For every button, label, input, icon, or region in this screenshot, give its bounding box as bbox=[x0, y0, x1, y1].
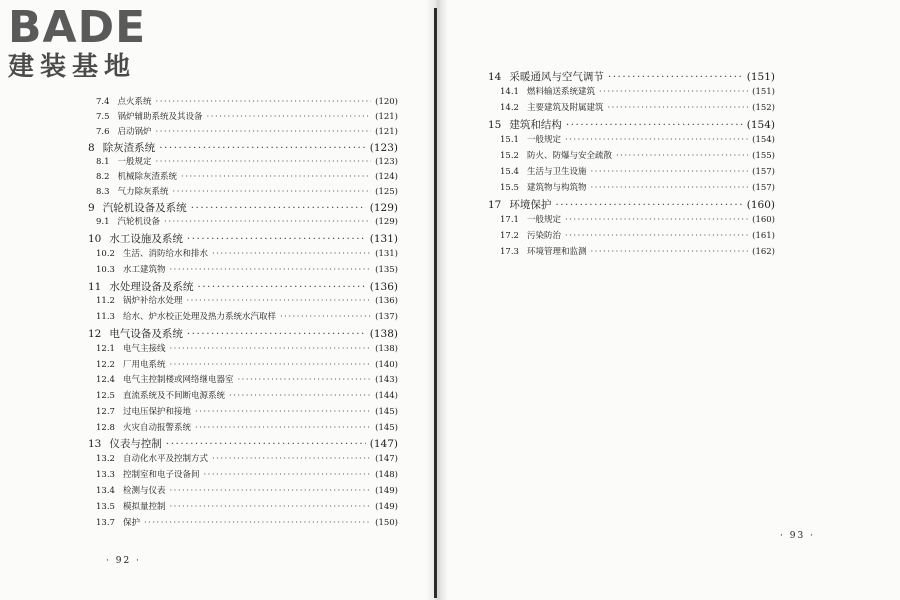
toc-entry-number: 14.2 bbox=[500, 103, 519, 113]
toc-entry-page: (123) bbox=[375, 157, 398, 167]
toc-entry-page: (149) bbox=[375, 486, 398, 496]
toc-leader-dots bbox=[187, 232, 366, 246]
toc-entry-title: 汽轮机设备及系统 bbox=[102, 202, 187, 214]
toc-section-row bbox=[96, 406, 398, 418]
toc-entry-number: 7.5 bbox=[96, 112, 110, 122]
toc-entry-number: 17.2 bbox=[500, 231, 519, 241]
toc-entry-title: 过电压保护和接地 bbox=[122, 407, 191, 417]
toc-section-row bbox=[96, 422, 398, 434]
toc-entry-number: 15 bbox=[488, 119, 502, 131]
toc-entry-number: 17 bbox=[488, 199, 502, 211]
toc-entry-page: (138) bbox=[369, 328, 398, 340]
toc-chapter-row bbox=[88, 327, 398, 341]
toc-entry-title: 采暖通风与空气调节 bbox=[509, 71, 604, 83]
toc-leader-dots bbox=[156, 96, 372, 108]
logo-brand: BADE bbox=[8, 2, 147, 53]
toc-leader-dots bbox=[169, 501, 371, 513]
toc-section-row bbox=[500, 86, 775, 98]
toc-entry-number: 7.6 bbox=[96, 127, 110, 137]
toc-entry-title: 主要建筑及附属建筑 bbox=[526, 103, 604, 113]
toc-entry-page: (121) bbox=[375, 112, 398, 122]
toc-entry-title: 一般规定 bbox=[117, 157, 152, 167]
toc-entry-page: (154) bbox=[752, 135, 775, 145]
toc-entry-number: 10.2 bbox=[96, 249, 115, 259]
toc-entry-number: 10.3 bbox=[96, 265, 115, 275]
toc-entry-page: (148) bbox=[375, 470, 398, 480]
toc-leader-dots bbox=[590, 166, 748, 178]
toc-entry-page: (145) bbox=[375, 407, 398, 417]
toc-entry-title: 电气主控制楼或网络继电器室 bbox=[122, 375, 234, 385]
toc-section-row bbox=[500, 182, 775, 194]
toc-entry-page: (162) bbox=[752, 247, 775, 257]
watermark-logo bbox=[8, 4, 178, 86]
book-gutter-shadow bbox=[426, 0, 448, 600]
toc-chapter-row bbox=[88, 232, 398, 246]
toc-entry-title: 直流系统及不间断电源系统 bbox=[122, 391, 225, 401]
toc-entry-number: 10 bbox=[88, 233, 102, 245]
toc-entry-title: 电气主接线 bbox=[122, 344, 166, 354]
toc-entry-number: 13.5 bbox=[96, 502, 115, 512]
toc-entry-title: 生活、消防给水和排水 bbox=[122, 249, 208, 259]
toc-entry-number: 15.5 bbox=[500, 183, 519, 193]
toc-entry-number: 7.4 bbox=[96, 97, 110, 107]
toc-section-row bbox=[500, 230, 775, 242]
toc-entry-title: 仪表与控制 bbox=[109, 438, 162, 450]
toc-leader-dots bbox=[156, 156, 372, 168]
toc-entry-number: 14.1 bbox=[500, 87, 519, 97]
toc-section-row bbox=[96, 374, 398, 386]
toc-entry-number: 8.3 bbox=[96, 187, 110, 197]
toc-section-row bbox=[500, 150, 775, 162]
toc-entry-number: 8 bbox=[88, 142, 95, 154]
toc-entry-page: (160) bbox=[746, 199, 775, 211]
toc-entry-title: 汽轮机设备 bbox=[117, 217, 161, 227]
toc-entry-page: (123) bbox=[369, 142, 398, 154]
toc-section-row bbox=[500, 166, 775, 178]
toc-entry-page: (131) bbox=[375, 249, 398, 259]
toc-chapter-row bbox=[88, 201, 398, 215]
toc-entry-page: (157) bbox=[752, 183, 775, 193]
toc-section-row bbox=[96, 469, 398, 481]
toc-entry-number: 13.2 bbox=[96, 454, 115, 464]
toc-entry-number: 8.2 bbox=[96, 172, 110, 182]
toc-entry-page: (144) bbox=[375, 391, 398, 401]
toc-entry-title: 防火、防爆与安全疏散 bbox=[526, 151, 612, 161]
toc-entry-number: 13.4 bbox=[96, 486, 115, 496]
toc-section-row bbox=[96, 311, 398, 323]
toc-leader-dots bbox=[590, 182, 748, 194]
toc-entry-page: (121) bbox=[375, 127, 398, 137]
toc-entry-page: (161) bbox=[752, 231, 775, 241]
toc-entry-page: (131) bbox=[369, 233, 398, 245]
toc-leader-dots bbox=[607, 102, 748, 114]
toc-entry-number: 14 bbox=[488, 71, 502, 83]
toc-leader-dots bbox=[164, 216, 371, 228]
toc-entry-page: (138) bbox=[375, 344, 398, 354]
toc-leader-dots bbox=[156, 126, 372, 138]
toc-entry-title: 模拟量控制 bbox=[122, 502, 166, 512]
toc-leader-dots bbox=[159, 141, 366, 155]
toc-entry-title: 火灾自动报警系统 bbox=[122, 423, 191, 433]
toc-section-row bbox=[96, 248, 398, 260]
toc-leader-dots bbox=[212, 453, 371, 465]
toc-section-row bbox=[96, 171, 398, 183]
toc-leader-dots bbox=[169, 485, 371, 497]
toc-entry-title: 保护 bbox=[122, 518, 140, 528]
toc-entry-page: (151) bbox=[752, 87, 775, 97]
toc-section-row bbox=[96, 359, 398, 371]
toc-entry-number: 13.3 bbox=[96, 470, 115, 480]
toc-entry-title: 建筑物与构筑物 bbox=[526, 183, 587, 193]
toc-entry-number: 9.1 bbox=[96, 217, 110, 227]
toc-entry-title: 燃料输送系统建筑 bbox=[526, 87, 595, 97]
toc-entry-page: (157) bbox=[752, 167, 775, 177]
toc-entry-title: 水工建筑物 bbox=[122, 265, 166, 275]
toc-entry-page: (136) bbox=[375, 296, 398, 306]
toc-entry-number: 17.1 bbox=[500, 215, 519, 225]
toc-entry-number: 13.7 bbox=[96, 518, 115, 528]
toc-leader-dots bbox=[144, 517, 371, 529]
toc-entry-number: 12.7 bbox=[96, 407, 115, 417]
toc-entry-page: (140) bbox=[375, 360, 398, 370]
toc-section-row bbox=[96, 186, 398, 198]
left-page-number: · 92 · bbox=[106, 556, 141, 566]
toc-section-row bbox=[96, 264, 398, 276]
toc-leader-dots bbox=[169, 264, 371, 276]
toc-entry-page: (124) bbox=[375, 172, 398, 182]
toc-entry-title: 气力除灰系统 bbox=[117, 187, 169, 197]
toc-section-row bbox=[96, 111, 398, 123]
toc-entry-title: 水工设施及系统 bbox=[109, 233, 183, 245]
toc-entry-page: (149) bbox=[375, 502, 398, 512]
toc-entry-title: 检测与仪表 bbox=[122, 486, 166, 496]
toc-leader-dots bbox=[229, 390, 371, 402]
toc-entry-page: (120) bbox=[375, 97, 398, 107]
toc-leader-dots bbox=[608, 70, 743, 84]
toc-leader-dots bbox=[195, 422, 371, 434]
toc-entry-number: 13 bbox=[88, 438, 102, 450]
toc-entry-title: 启动锅炉 bbox=[117, 127, 152, 137]
toc-leader-dots bbox=[186, 295, 371, 307]
toc-entry-number: 11.3 bbox=[96, 312, 115, 322]
toc-entry-number: 12.5 bbox=[96, 391, 115, 401]
toc-entry-title: 水处理设备及系统 bbox=[109, 281, 194, 293]
toc-leader-dots bbox=[169, 359, 371, 371]
toc-entry-page: (137) bbox=[375, 312, 398, 322]
toc-section-row bbox=[96, 453, 398, 465]
toc-chapter-row bbox=[88, 437, 398, 451]
toc-leader-dots bbox=[565, 214, 748, 226]
toc-section-row bbox=[96, 485, 398, 497]
toc-entry-page: (135) bbox=[375, 265, 398, 275]
toc-entry-number: 15.1 bbox=[500, 135, 519, 145]
toc-section-row bbox=[500, 102, 775, 114]
toc-leader-dots bbox=[599, 86, 748, 98]
toc-entry-title: 电气设备及系统 bbox=[109, 328, 183, 340]
toc-chapter-row bbox=[488, 70, 775, 84]
toc-entry-title: 环境保护 bbox=[509, 199, 552, 211]
toc-entry-title: 机械除灰渣系统 bbox=[117, 172, 178, 182]
toc-entry-page: (151) bbox=[746, 71, 775, 83]
toc-entry-title: 控制室和电子设备间 bbox=[122, 470, 200, 480]
toc-entry-page: (125) bbox=[375, 187, 398, 197]
toc-section-row bbox=[500, 134, 775, 146]
toc-section-row bbox=[96, 295, 398, 307]
toc-entry-number: 8.1 bbox=[96, 157, 110, 167]
toc-entry-title: 锅炉补给水处理 bbox=[122, 296, 183, 306]
toc-entry-number: 11 bbox=[88, 281, 102, 293]
toc-entry-title: 点火系统 bbox=[117, 97, 152, 107]
book-spine bbox=[434, 8, 437, 598]
toc-section-row bbox=[96, 343, 398, 355]
toc-entry-page: (152) bbox=[752, 103, 775, 113]
toc-entry-title: 一般规定 bbox=[526, 215, 561, 225]
toc-chapter-row bbox=[88, 280, 398, 294]
toc-leader-dots bbox=[566, 118, 743, 132]
toc-entry-number: 12 bbox=[88, 328, 102, 340]
toc-entry-page: (143) bbox=[375, 375, 398, 385]
toc-section-row bbox=[96, 216, 398, 228]
toc-entry-page: (155) bbox=[752, 151, 775, 161]
toc-leader-dots bbox=[237, 374, 371, 386]
toc-entry-number: 9 bbox=[88, 202, 95, 214]
toc-leader-dots bbox=[203, 469, 371, 481]
toc-leader-dots bbox=[280, 311, 371, 323]
toc-entry-page: (160) bbox=[752, 215, 775, 225]
toc-section-row bbox=[500, 246, 775, 258]
toc-entry-page: (150) bbox=[375, 518, 398, 528]
toc-leader-dots bbox=[565, 230, 748, 242]
toc-leader-dots bbox=[197, 280, 365, 294]
toc-entry-title: 污染防治 bbox=[526, 231, 561, 241]
toc-entry-title: 一般规定 bbox=[526, 135, 561, 145]
toc-entry-page: (145) bbox=[375, 423, 398, 433]
toc-entry-title: 除灰渣系统 bbox=[102, 142, 156, 154]
toc-entry-page: (136) bbox=[369, 281, 398, 293]
toc-entry-number: 12.2 bbox=[96, 360, 115, 370]
toc-entry-number: 12.8 bbox=[96, 423, 115, 433]
toc-entry-number: 15.2 bbox=[500, 151, 519, 161]
toc-entry-number: 15.4 bbox=[500, 167, 519, 177]
toc-leader-dots bbox=[169, 343, 371, 355]
logo-subtitle: 建装基地 bbox=[8, 52, 137, 82]
toc-entry-page: (147) bbox=[369, 438, 398, 450]
toc-entry-title: 生活与卫生设施 bbox=[526, 167, 587, 177]
toc-chapter-row bbox=[88, 141, 398, 155]
toc-leader-dots bbox=[173, 186, 372, 198]
toc-entry-title: 自动化水平及控制方式 bbox=[122, 454, 208, 464]
toc-entry-title: 环境管理和监测 bbox=[526, 247, 587, 257]
toc-section-row bbox=[96, 517, 398, 529]
right-page-number: · 93 · bbox=[780, 531, 815, 541]
toc-entry-page: (129) bbox=[369, 202, 398, 214]
toc-chapter-row bbox=[488, 118, 775, 132]
toc-leader-dots bbox=[195, 406, 371, 418]
toc-section-row bbox=[96, 156, 398, 168]
toc-section-row bbox=[500, 214, 775, 226]
toc-leader-dots bbox=[590, 246, 748, 258]
toc-entry-title: 建筑和结构 bbox=[509, 119, 562, 131]
toc-section-row bbox=[96, 501, 398, 513]
toc-section-row bbox=[96, 126, 398, 138]
toc-leader-dots bbox=[555, 198, 742, 212]
toc-leader-dots bbox=[191, 201, 366, 215]
toc-entry-page: (154) bbox=[746, 119, 775, 131]
toc-entry-title: 给水、炉水校正处理及热力系统水汽取样 bbox=[122, 312, 276, 322]
toc-leader-dots bbox=[207, 111, 372, 123]
toc-entry-number: 12.1 bbox=[96, 344, 115, 354]
toc-leader-dots bbox=[616, 150, 748, 162]
toc-chapter-row bbox=[488, 198, 775, 212]
toc-entry-title: 厂用电系统 bbox=[122, 360, 166, 370]
toc-leader-dots bbox=[565, 134, 748, 146]
toc-entry-number: 12.4 bbox=[96, 375, 115, 385]
toc-entry-number: 11.2 bbox=[96, 296, 115, 306]
toc-leader-dots bbox=[212, 248, 371, 260]
toc-section-row bbox=[96, 390, 398, 402]
toc-entry-number: 17.3 bbox=[500, 247, 519, 257]
toc-leader-dots bbox=[166, 437, 366, 451]
toc-entry-page: (147) bbox=[375, 454, 398, 464]
toc-entry-title: 锅炉辅助系统及其设备 bbox=[117, 112, 203, 122]
toc-leader-dots bbox=[187, 327, 366, 341]
toc-leader-dots bbox=[181, 171, 371, 183]
toc-section-row bbox=[96, 96, 398, 108]
toc-entry-page: (129) bbox=[375, 217, 398, 227]
